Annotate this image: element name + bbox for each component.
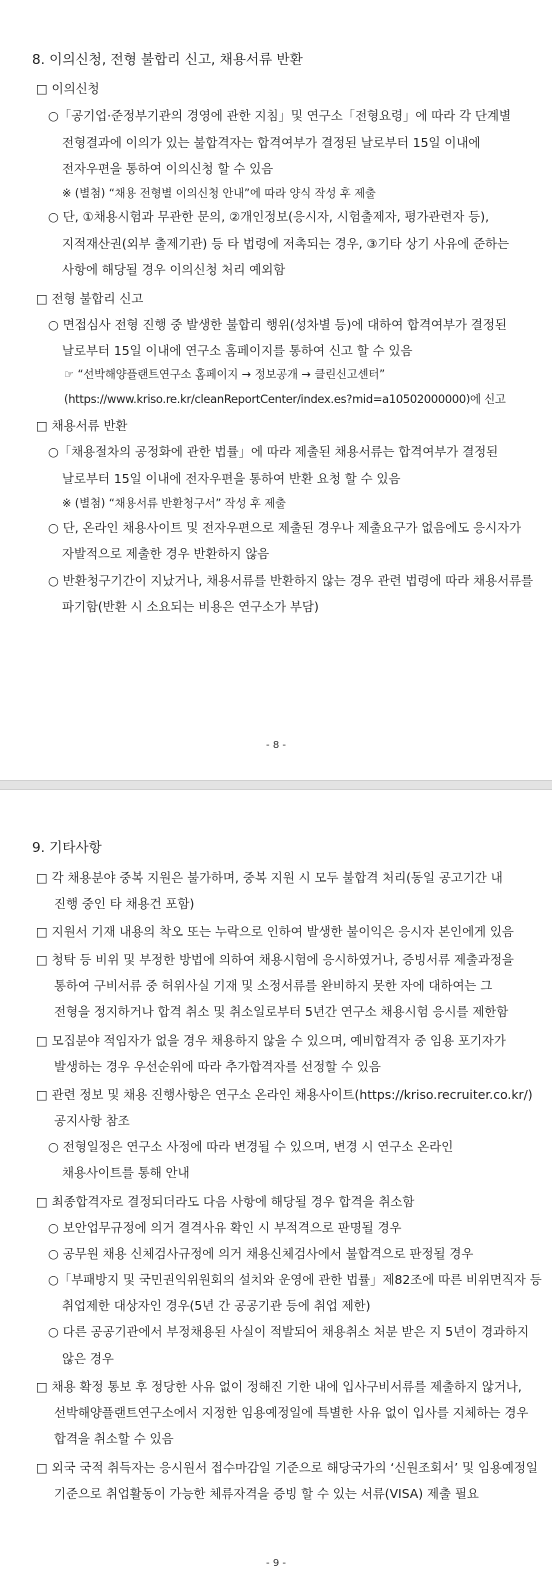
item-text: □ 청탁 등 비위 및 부정한 방법에 의하여 채용시험에 응시하였거나, 증빙서류 제출과정을 (36, 952, 514, 967)
bullet-text: 전형결과에 이의가 있는 불합격자는 합격여부가 결정된 날로부터 15일 이내에 (62, 135, 481, 150)
bullet-text: ○「공기업·준정부기관의 경영에 관한 지침」및 연구소「전형요령」에 따라 각 단계별 (48, 108, 511, 123)
page-number: - 8 - (266, 740, 286, 751)
bullet-text: ○ 단, 온라인 채용사이트 및 전자우편으로 제출된 경우나 제출요구가 없음에도 응시자가 (48, 520, 522, 535)
item-text: □ 모집분야 적임자가 없을 경우 채용하지 않을 수 있으며, 예비합격자 중 임용 포기자가 (36, 1033, 506, 1048)
item-text: 기준으로 취업활동이 가능한 체류자격을 증빙 할 수 있는 서류(VISA) 제출 필요 (54, 1486, 479, 1501)
report-center-path: ☞ “선박해양플랜트연구소 홈페이지 → 정보공개 → 클린신고센터” (64, 368, 386, 381)
bullet-text: 지적재산권(외부 출제기관) 등 타 법령에 저촉되는 경우, ③기타 상기 사유에 준하는 (62, 236, 510, 251)
item-text: 통하여 구비서류 중 허위사실 기재 및 소정서류를 완비하지 못한 자에 대하여는 그 (54, 978, 493, 993)
bullet-text: 자발적으로 제출한 경우 반환하지 않음 (62, 546, 270, 561)
note-text: ※ (별첨) “채용서류 반환청구서” 작성 후 제출 (62, 497, 286, 510)
subsection-unfair-report: □ 전형 불합리 신고 (36, 291, 144, 306)
item-text: 합격을 취소할 수 있음 (54, 1431, 174, 1446)
item-text: □ 최종합격자로 결정되더라도 다음 사항에 해당될 경우 합격을 취소함 (36, 1194, 415, 1209)
note-text: ※ (별첨) “채용 전형별 이의신청 안내”에 따라 양식 작성 후 제출 (62, 187, 376, 200)
bullet-text: ○ 면접심사 전형 진행 중 발생한 불합리 행위(성차별 등)에 대하여 합격여부가 결정된 (48, 317, 507, 332)
subsection-objection: □ 이의신청 (36, 81, 100, 96)
item-text: 진행 중인 타 채용건 포함) (54, 896, 195, 911)
item-text: □ 지원서 기재 내용의 착오 또는 누락으로 인하여 발생한 불이익은 응시자 본인에게 있음 (36, 924, 514, 939)
page-number: - 9 - (266, 1558, 286, 1569)
section-9-title: 9. 기타사항 (32, 840, 102, 856)
page-separator (0, 780, 552, 790)
bullet-text: 전자우편을 통하여 이의신청 할 수 있음 (62, 161, 274, 176)
bullet-text: ○ 공무원 채용 신체검사규정에 의거 채용신체검사에서 불합격으로 판정될 경우 (48, 1246, 474, 1261)
section-8-title: 8. 이의신청, 전형 불합리 신고, 채용서류 반환 (32, 52, 303, 68)
item-text: 선박해양플랜트연구소에서 지정한 임용예정일에 특별한 사유 없이 입사를 지체하는 경우 (54, 1405, 529, 1420)
item-text: □ 외국 국적 취득자는 응시원서 접수마감일 기준으로 해당국가의 ‘신원조회서’ 및 임용예정일 (36, 1460, 538, 1475)
bullet-text: ○ 전형일정은 연구소 사정에 따라 변경될 수 있으며, 변경 시 연구소 온라인 (48, 1139, 454, 1154)
bullet-text: ○「부패방지 및 국민권익위원회의 설치와 운영에 관한 법률」제82조에 따른 비위면직자 등 (48, 1272, 542, 1287)
item-text: 공지사항 참조 (54, 1113, 130, 1128)
bullet-text: 취업제한 대상자인 경우(5년 간 공공기관 등에 취업 제한) (62, 1298, 371, 1313)
item-text: □ 관련 정보 및 채용 진행사항은 연구소 온라인 채용사이트(https://kriso.recruiter.co.kr/) (36, 1087, 533, 1102)
report-center-url: (https://www.kriso.re.kr/cleanReportCenter/index.es?mid=a10502000000)에 신고 (64, 392, 506, 406)
document-page-8 (0, 0, 552, 780)
bullet-text: 채용사이트를 통해 안내 (62, 1165, 190, 1180)
bullet-text: ○「채용절차의 공정화에 관한 법률」에 따라 제출된 채용서류는 합격여부가 결정된 (48, 444, 499, 459)
bullet-text: 파기함(반환 시 소요되는 비용은 연구소가 부담) (62, 599, 319, 614)
document-page-9 (0, 790, 552, 1588)
bullet-text: ○ 보안업무규정에 의거 결격사유 확인 시 부적격으로 판명될 경우 (48, 1220, 402, 1235)
bullet-text: ○ 반환청구기간이 지났거나, 채용서류를 반환하지 않는 경우 관련 법령에 따라 채용서류를 (48, 573, 534, 588)
bullet-text: ○ 단, ①채용시험과 무관한 문의, ②개인정보(응시자, 시험출제자, 평가관련자 등), (48, 209, 490, 224)
item-text: 발생하는 경우 우선순위에 따라 추가합격자를 선정할 수 있음 (54, 1059, 381, 1074)
item-text: □ 채용 확정 통보 후 정당한 사유 없이 정해진 기한 내에 입사구비서류를 제출하지 않거나, (36, 1379, 522, 1394)
item-text: □ 각 채용분야 중복 지원은 불가하며, 중복 지원 시 모두 불합격 처리(동일 공고기간 내 (36, 870, 503, 885)
bullet-text: ○ 다른 공공기관에서 부정채용된 사실이 적발되어 채용취소 처분 받은 지 5년이 경과하지 (48, 1324, 529, 1339)
bullet-text: 날로부터 15일 이내에 전자우편을 통하여 반환 요청 할 수 있음 (62, 471, 401, 486)
bullet-text: 날로부터 15일 이내에 연구소 홈페이지를 통하여 신고 할 수 있음 (62, 343, 413, 358)
subsection-document-return: □ 채용서류 반환 (36, 418, 128, 433)
item-text: 전형을 정지하거나 합격 취소 및 취소일로부터 5년간 연구소 채용시험 응시를 제한함 (54, 1004, 509, 1019)
bullet-text: 사항에 해당될 경우 이의신청 처리 예외함 (62, 262, 286, 277)
bullet-text: 않은 경우 (62, 1351, 114, 1366)
